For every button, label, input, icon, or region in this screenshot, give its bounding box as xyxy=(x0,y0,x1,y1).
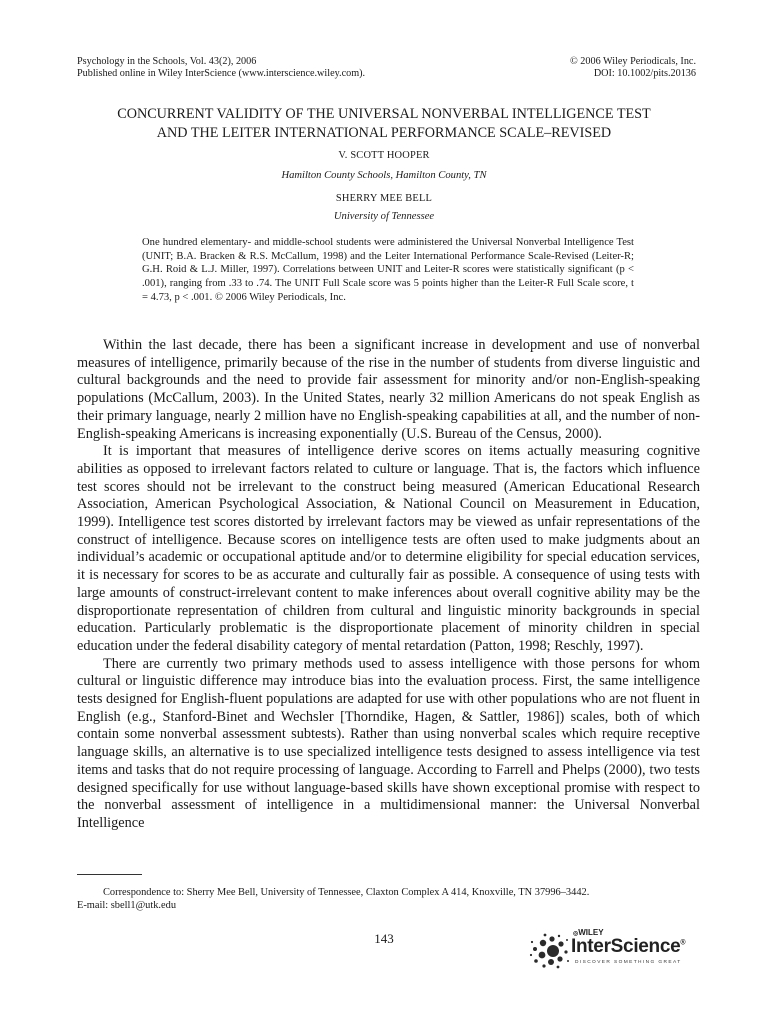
author-name: V. SCOTT HOOPER xyxy=(338,150,430,161)
correspondence-line: Correspondence to: Sherry Mee Bell, University of Tennessee, Claxton Complex A 414, Knoxville, TN 37996–3442. xyxy=(103,887,590,898)
interscience-wordmark: InterScience® xyxy=(571,936,686,957)
footnote xyxy=(77,886,707,912)
copyright-notice: © 2006 Wiley Periodicals, Inc. xyxy=(570,56,696,67)
paragraph: Within the last decade, there has been a significant increase in development and use of nonverbal measures of intelligence, primarily because of the rise in the number of students from diverse linguistic and cultural backgrounds and the need to provide fair assessment for minority and/or non-English-speaking populations (McCallum, 2003). In the United States, nearly 32 million Americans do not speak English as their primary language, nearly 2 million have no English-speaking capabilities at all, and the number of non-English-speaking Americans is increasing exponentially (U.S. Bureau of the Census, 2000). xyxy=(77,337,700,442)
article-title xyxy=(60,105,708,143)
running-header-left xyxy=(77,56,365,80)
paragraph: There are currently two primary methods used to assess intelligence with those persons for whom cultural or linguistic difference may introduce bias into the evaluation process. First, the same intelligence tests designed for English-fluent populations are adapted for use with other populations who are not fluent in English (e.g., Stanford-Binet and Wechsler [Thorndike, Hagen, & Sattler, 1986]) scales, both of which contain some nonverbal assessment subtests). Rather than using nonverbal scales which require receptive language skills, an alternative is to use specialized intelligence tests designed to assess intelligence via test items and tasks that do not require processing of language. According to Farrell and Phelps (2000), two tests designed specifically for use without language-based skills have shown exceptional promise with respect to the nonverbal assessment of intelligence in a multidimensional manner: the Universal Nonverbal Intelligence xyxy=(77,655,700,831)
author-affiliation: Hamilton County Schools, Hamilton County, TN xyxy=(281,170,487,181)
journal-citation: Psychology in the Schools, Vol. 43(2), 2006 xyxy=(77,56,257,67)
email-line: E-mail: sbell1@utk.edu xyxy=(77,900,177,911)
logo-tagline: DISCOVER SOMETHING GREAT xyxy=(575,960,682,965)
wiley-wordmark: ◎WILEY xyxy=(573,928,604,937)
running-header-right xyxy=(570,56,696,80)
dot-burst-icon xyxy=(527,931,571,971)
registered-mark: ® xyxy=(680,939,686,947)
body-text xyxy=(77,337,700,833)
footnote-divider xyxy=(77,874,142,875)
author-affiliation: University of Tennessee xyxy=(333,211,435,222)
published-online-note: Published online in Wiley InterScience (www.interscience.wiley.com). xyxy=(77,68,366,79)
title-line-2: AND THE LEITER INTERNATIONAL PERFORMANCE SCALE–REVISED xyxy=(156,125,612,141)
title-line-1: CONCURRENT VALIDITY OF THE UNIVERSAL NONVERBAL INTELLIGENCE TEST xyxy=(117,106,651,122)
wiley-interscience-logo xyxy=(527,927,707,975)
abstract: One hundred elementary- and middle-school students were administered the Universal Nonverbal Intelligence Test (UNIT; B.A. Bracken & R.S. McCallum, 1998) and the Leiter International Performance Scale-Revised (Leiter-R; G.H. Roid & L.J. Miller, 1997). Correlations between UNIT and Leiter-R scores were statistically significant (p < .001), ranging from .33 to .74. The UNIT Full Scale score was 5 points higher than the Leiter-R Full Scale score, t = 4.73, p < .001. © 2006 Wiley Periodicals, Inc. xyxy=(142,237,634,303)
doi: DOI: 10.1002/pits.20136 xyxy=(593,68,696,79)
author-name: SHERRY MEE BELL xyxy=(335,193,433,204)
page-number: 143 xyxy=(374,931,394,946)
paragraph: It is important that measures of intelligence derive scores on items actually measuring cognitive abilities as opposed to irrelevant factors related to culture or language. That is, the factors which influence test scores should not be irrelevant to the construct being measured (American Educational Research Association, American Psychological Association, & National Council on Measurement in Education, 1999). Intelligence test scores distorted by irrelevant factors may be viewed as unfair representations of the construct of intelligence. Because scores on intelligence tests are often used to make judgments about an individual’s academic or occupational aptitude and/or to determine eligibility for special education services, it is necessary for scores to be as accurate and culturally fair as possible. A consequence of using tests with large amounts of construct-irrelevant content to make inferences about overall cognitive ability may be the disproportionate representation of children from cultural and linguistic minority backgrounds in special education. Particularly problematic is the disproportionate placement of minority children in special education under the federal disability category of mental retardation (Patton, 1998; Reschly, 1997). xyxy=(77,443,700,654)
